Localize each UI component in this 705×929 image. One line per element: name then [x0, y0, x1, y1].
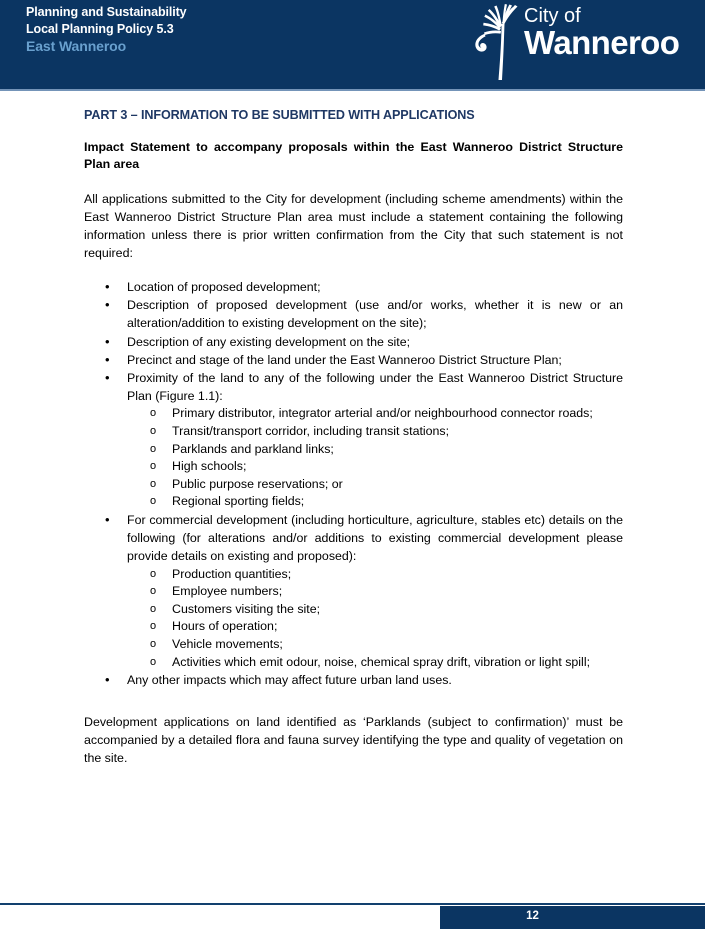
city-of-wanneroo-logo [471, 4, 686, 80]
intro-paragraph: All applications submitted to the City for development (including scheme amendments) within the East Wanneroo District Structure Plan area must include a statement containing the following information unless there is prior written confirmation from the City that such statement is not required: [84, 192, 623, 260]
sub-list-item [127, 493, 623, 511]
sub-list-item [127, 405, 623, 423]
section-subheading: Impact Statement to accompany proposals within the East Wanneroo District Structure Plan area [84, 140, 623, 171]
bullet-marker-icon: • [105, 370, 110, 386]
list-item [84, 369, 623, 511]
sub-list-item-label: Activities which emit odour, noise, chemical spray drift, vibration or light spill; [172, 654, 591, 669]
sub-list-item [127, 423, 623, 441]
list-item [84, 278, 623, 296]
sub-list-item [127, 566, 623, 584]
sub-list-item [127, 636, 623, 654]
sub-list [127, 405, 623, 511]
list-item-label: Proximity of the land to any of the following under the East Wanneroo District Structure Plan (Figure 1.1): [127, 371, 623, 404]
footer-rule [0, 903, 705, 905]
sub-bullet-marker-icon: o [150, 460, 157, 473]
list-item-label: Description of proposed development (use and/or works, whether it is new or an alteration/addition to existing development on the site); [127, 298, 623, 331]
list-item-label: Location of proposed development; [127, 280, 321, 294]
sub-list-item-label: Customers visiting the site; [172, 601, 321, 616]
list-item [84, 671, 623, 689]
sub-list-item [127, 476, 623, 494]
sub-bullet-marker-icon: o [150, 637, 157, 650]
bullet-marker-icon: • [105, 297, 110, 313]
list-item-label: Description of any existing development on the site; [127, 334, 411, 349]
sub-list-item-label: High schools; [172, 459, 247, 474]
sub-bullet-marker-icon: o [150, 495, 157, 508]
sub-list-item-label: Vehicle movements; [172, 636, 283, 651]
sub-list-item-label: Regional sporting fields; [172, 494, 305, 509]
header-policy: Local Planning Policy 5.3 [26, 21, 174, 36]
logo-wordmark [524, 6, 679, 60]
sub-list-item-label: Production quantities; [172, 566, 292, 581]
document-body [84, 108, 623, 783]
list-item-label: Any other impacts which may affect future urban land uses. [127, 673, 452, 688]
sub-list-item-label: Public purpose reservations; or [172, 476, 343, 491]
sub-list-item-label: Primary distributor, integrator arterial and/or neighbourhood connector roads; [172, 406, 593, 421]
header-underline [0, 89, 705, 91]
bullet-marker-icon: • [105, 511, 110, 527]
sub-list-item [127, 654, 623, 672]
list-item [84, 296, 623, 332]
sub-list-item [127, 601, 623, 619]
sub-list-item [127, 458, 623, 476]
sub-list-item-label: Hours of operation; [172, 619, 278, 634]
sub-bullet-marker-icon: o [150, 425, 157, 438]
list-item [84, 351, 623, 369]
sub-bullet-marker-icon: o [150, 442, 157, 455]
logo-city-text: City of [524, 5, 581, 27]
sub-bullet-marker-icon: o [150, 585, 157, 598]
sub-bullet-marker-icon: o [150, 620, 157, 633]
logo-wanneroo-text: Wanneroo [524, 24, 680, 61]
list-item [84, 511, 623, 671]
page-header [0, 0, 705, 89]
bullet-marker-icon: • [105, 672, 110, 688]
bullet-marker-icon: • [105, 279, 110, 294]
list-item-label: Precinct and stage of the land under the East Wanneroo District Structure Plan; [127, 352, 562, 367]
page-title: PART 3 – INFORMATION TO BE SUBMITTED WITH APPLICATIONS [84, 108, 475, 122]
footer-block [440, 906, 705, 929]
header-title-group [26, 6, 187, 57]
sub-list-item [127, 618, 623, 636]
sub-bullet-marker-icon: o [150, 477, 157, 490]
bullet-marker-icon: • [105, 351, 110, 367]
sub-list [127, 566, 623, 672]
header-area: East Wanneroo [26, 38, 127, 54]
header-department: Planning and Sustainability [26, 5, 187, 19]
sub-bullet-marker-icon: o [150, 407, 157, 420]
sub-list-item-label: Transit/transport corridor, including transit stations; [172, 424, 450, 439]
sub-list-item [127, 441, 623, 459]
sub-bullet-marker-icon: o [150, 567, 157, 580]
bullet-marker-icon: • [105, 333, 110, 349]
sub-bullet-marker-icon: o [150, 655, 157, 668]
closing-paragraph: Development applications on land identified as ‘Parklands (subject to confirmation)’ must be accompanied by a detailed flora and fauna survey identifying the type and quality of vegetation on the site. [84, 715, 623, 766]
list-item [84, 333, 623, 351]
sub-list-item-label: Employee numbers; [172, 584, 283, 599]
sub-list-item [127, 583, 623, 601]
sub-list-item-label: Parklands and parkland links; [172, 441, 334, 456]
sub-bullet-marker-icon: o [150, 602, 157, 615]
list-item-label: For commercial development (including horticulture, agriculture, stables etc) details on the following (for alterations and/or additions to existing commercial development please provide details on existing and proposed): [127, 512, 623, 564]
page-number: 12 [526, 910, 539, 922]
requirements-list [84, 278, 623, 689]
